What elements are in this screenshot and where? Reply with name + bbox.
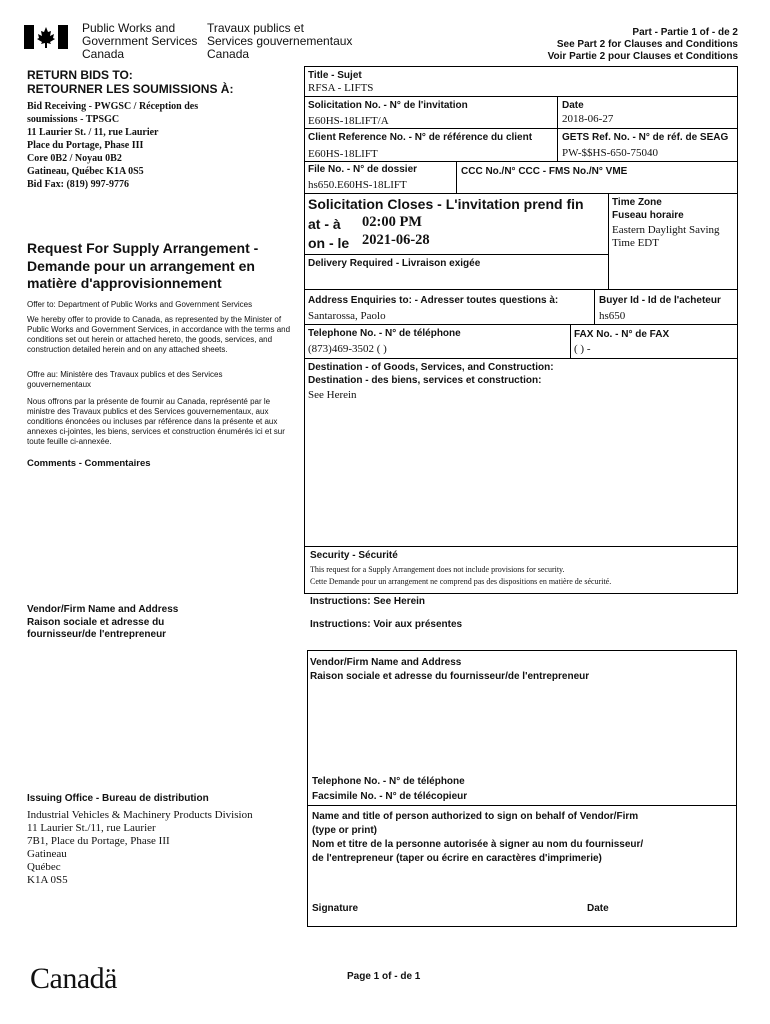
instructions-en: Instructions: See Herein (310, 596, 426, 607)
title-label: Title - Sujet (308, 70, 362, 81)
vendor-firm-label: Vendor/Firm Name and Address Raison sociale et adresse du fournisseur/de l'entrepreneur (310, 657, 590, 682)
timezone-label-fr: Fuseau horaire (612, 210, 684, 221)
offer-au: Offre au: Ministère des Travaux publics et des Services gouvernementaux (27, 370, 223, 389)
signature-label: Signature (312, 903, 359, 914)
telephone-value: (873)469-3502 ( ) (308, 343, 387, 355)
see-part2-fr: Voir Partie 2 pour Clauses et Conditions (547, 51, 738, 62)
vendor-telephone-label: Telephone No. - N° de téléphone (312, 776, 465, 787)
dept-name-fr: Travaux publics et Services gouvernementaux Canada (207, 21, 353, 61)
buyer-value: hs650 (599, 310, 626, 322)
offer-text-en: We hereby offer to provide to Canada, as represented by the Minister of Public Works and Government Services, in accordance with the terms and conditions set out herein or attached hereto, the goods, services, and construction detailed herein and on any attached sheets. (27, 315, 291, 354)
telephone-label: Telephone No. - N° de téléphone (308, 328, 461, 339)
gets-label: GETS Ref. No. - N° de réf. de SEAG (562, 132, 729, 143)
security-label: Security - Sécurité (310, 550, 398, 561)
solicitation-value: E60HS-18LIFT/A (308, 115, 389, 127)
return-bids-heading: RETURN BIDS TO: RETOURNER LES SOUMISSIONS À: (27, 68, 234, 96)
address-enquiries-label: Address Enquiries to: - Adresser toutes questions à: (308, 295, 559, 306)
canada-wordmark: Canadä (30, 962, 117, 995)
date-value: 2018-06-27 (562, 113, 614, 125)
fax-value: ( ) - (574, 343, 591, 355)
closing-time: 02:00 PM (362, 214, 422, 230)
timezone-label-en: Time Zone (612, 197, 662, 208)
vendor-firm-box (307, 650, 737, 927)
destination-label-en: Destination - of Goods, Services, and Construction: (308, 362, 554, 373)
client-ref-value: E60HS-18LIFT (308, 148, 378, 160)
authorized-signer-label: Name and title of person authorized to sign on behalf of Vendor/Firm (type or print) Nom et titre de la personne autorisée à signer au nom du fournisseur/ de l'entrepreneur (taper ou écrire en caractères d'imprimerie) (312, 811, 644, 864)
date-label: Date (562, 100, 584, 111)
closing-date: 2021-06-28 (362, 232, 430, 248)
see-part2-en: See Part 2 for Clauses and Conditions (556, 39, 738, 50)
offer-to: Offer to: Department of Public Works and Government Services (27, 300, 253, 309)
timezone-value: Eastern Daylight Saving Time EDT (612, 224, 720, 249)
issuing-office-address: Industrial Vehicles & Machinery Products Division 11 Laurier St./11, rue Laurier 7B1, Place du Portage, Phase III Gatineau Québec K1A 0S5 (27, 809, 253, 886)
instructions-fr: Instructions: Voir aux présentes (310, 619, 463, 630)
vendor-facsimile-label: Facsimile No. - N° de télécopieur (312, 791, 468, 802)
offer-text-fr: Nous offrons par la présente de fournir au Canada, représenté par le ministre des Travaux publics et des Services gouvernementaux, aux conditions énoncées ou incluses par référence dans la présente et aux annexes ci-jointes, les biens, services et construction énumérés ici et sur toute feuille ci-annexée. (27, 397, 285, 446)
part-info (548, 27, 738, 63)
page-number: Page 1 of - de 1 (347, 971, 421, 982)
rfsa-title: Request For Supply Arrangement - Demande pour un arrangement en matière d'approvisionnement (27, 240, 259, 291)
address-enquiries-value: Santarossa, Paolo (308, 310, 386, 322)
solicitation-label: Solicitation No. - N° de l'invitation (308, 100, 468, 111)
gets-value: PW-$$HS-650-75040 (562, 147, 658, 159)
client-ref-label: Client Reference No. - N° de référence du client (308, 132, 533, 143)
file-label: File No. - N° de dossier (308, 164, 418, 175)
ccc-label: CCC No./N° CCC - FMS No./N° VME (461, 166, 628, 177)
title-value: RFSA - LIFTS (308, 82, 374, 94)
fax-label: FAX No. - N° de FAX (574, 329, 670, 340)
issuing-office-label: Issuing Office - Bureau de distribution (27, 793, 209, 804)
vendor-firm-label-left: Vendor/Firm Name and Address Raison sociale et adresse du fournisseur/de l'entrepreneur (27, 604, 179, 640)
dept-name-en: Public Works and Government Services Canada (82, 21, 198, 61)
buyer-label: Buyer Id - Id de l'acheteur (599, 295, 721, 306)
on-label: on - le (308, 235, 350, 251)
signature-date-label: Date (587, 903, 609, 914)
part-line: Part - Partie 1 of - de 2 (632, 27, 738, 38)
file-value: hs650.E60HS-18LIFT (308, 179, 407, 191)
return-bids-address: Bid Receiving - PWGSC / Réception des soumissions - TPSGC 11 Laurier St. / 11, rue Laurier Place du Portage, Phase III Core 0B2 / Noyau 0B2 Gatineau, Québec K1A 0S5 Bid Fax: (819) 997-9776 (27, 101, 199, 190)
security-text-fr: Cette Demande pour un arrangement ne comprend pas des dispositions en matière de sécurité. (310, 577, 612, 586)
security-text-en: This request for a Supply Arrangement does not include provisions for security. (310, 565, 565, 574)
comments-label: Comments - Commentaires (27, 458, 151, 469)
destination-label-fr: Destination - des biens, services et construction: (308, 375, 542, 386)
closes-label: Solicitation Closes - L'invitation prend fin (308, 196, 584, 212)
at-label: at - à (308, 216, 341, 232)
delivery-label: Delivery Required - Livraison exigée (308, 258, 481, 269)
destination-value: See Herein (308, 389, 357, 401)
canada-flag-logo (24, 24, 68, 50)
